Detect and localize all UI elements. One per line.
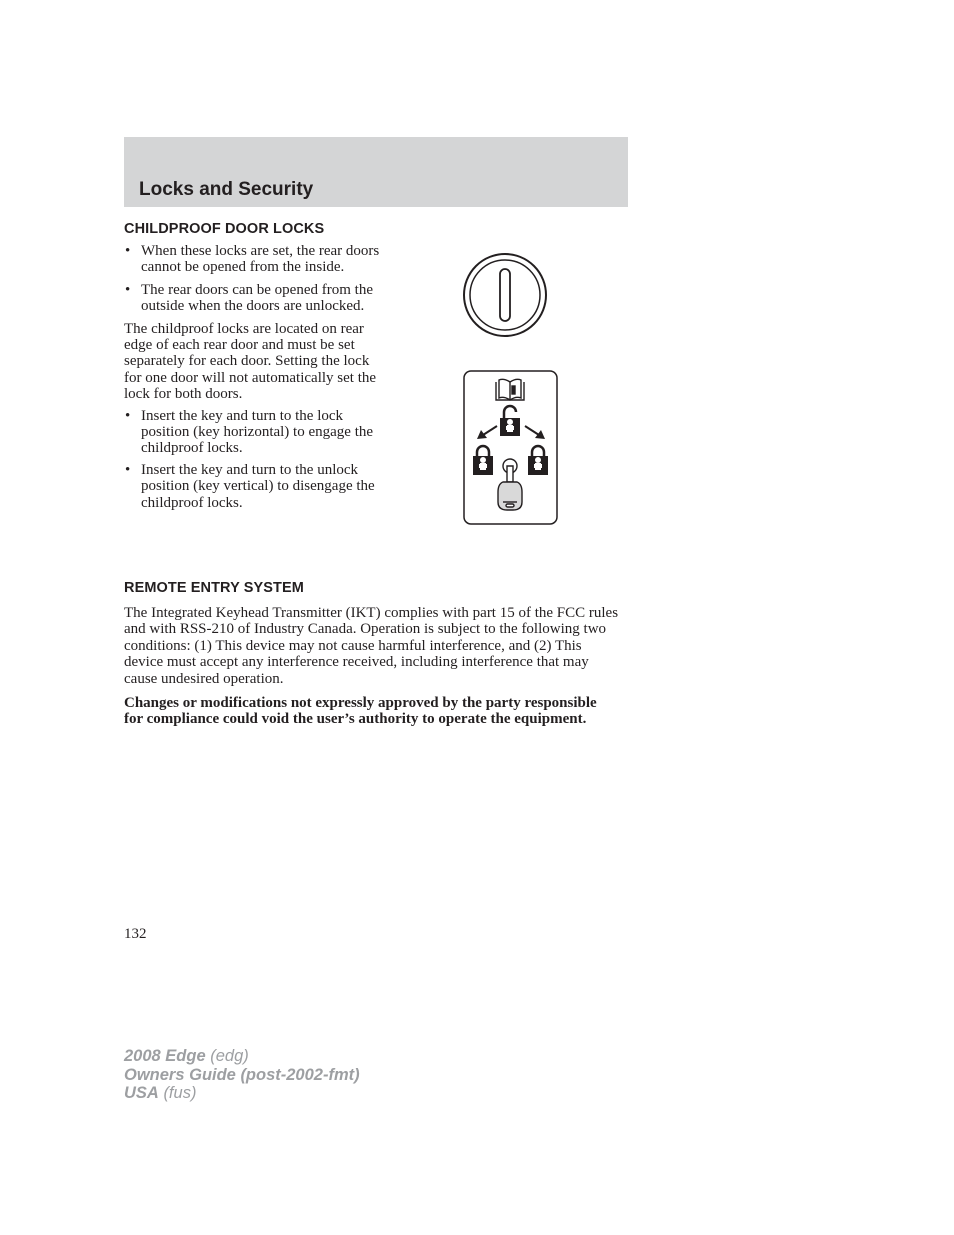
footer-line-model [124, 1047, 360, 1066]
footer-model-name: 2008 Edge [124, 1047, 206, 1065]
childproof-paragraph: The childproof locks are located on rear edge of each rear door and must be set separately for each door. Setting the lock for one door will not automatically set the lock for both doors. [124, 320, 377, 403]
lock-cylinder-icon [462, 252, 548, 338]
footer-line-market [124, 1084, 360, 1103]
list-item [124, 282, 386, 315]
section-title: Locks and Security [139, 179, 314, 200]
footer-model-code: (edg) [210, 1047, 249, 1065]
page-number: 132 [124, 926, 147, 942]
bullet-icon: • [125, 461, 131, 478]
compliance-warning: Changes or modifications not expressly approved by the party responsible for compliance could void the user’s authority to operate the equipment. [124, 695, 597, 728]
remote-entry-heading: REMOTE ENTRY SYSTEM [124, 580, 304, 596]
bullet-icon: • [125, 281, 131, 298]
bullet-icon: • [125, 243, 131, 259]
section-header-band [124, 137, 628, 207]
bullet-text: When these locks are set, the rear doors cannot be opened from the inside. [141, 243, 380, 276]
footer-market-code: (fus) [163, 1084, 197, 1102]
list-item [124, 243, 386, 276]
bullet-text: Insert the key and turn to the unlock position (key vertical) to disengage the childproof locks. [141, 461, 375, 511]
footer-line-guide [124, 1066, 360, 1085]
childproof-lock-panel-icon [463, 370, 559, 526]
footer-market-name: USA [124, 1084, 159, 1102]
list-item [124, 408, 386, 457]
footer-guide-name: Owners Guide (post-2002-fmt) [124, 1065, 360, 1084]
bullet-icon: • [125, 407, 131, 424]
childproof-text-column [124, 243, 386, 511]
document-footer [124, 1047, 360, 1103]
list-item [124, 462, 386, 511]
bullet-text: Insert the key and turn to the lock position (key horizontal) to engage the childproof locks. [141, 407, 374, 457]
bullet-text: The rear doors can be opened from the outside when the doors are unlocked. [141, 281, 373, 315]
childproof-heading: CHILDPROOF DOOR LOCKS [124, 221, 325, 237]
remote-entry-paragraph: The Integrated Keyhead Transmitter (IKT) complies with part 15 of the FCC rules and with RSS-210 of Industry Canada. Operation is subject to the following two conditions: (1) This device may not cause harmful interference, and (2) This device must accept any interference received, including interference that may cause undesired operation. [124, 605, 619, 687]
